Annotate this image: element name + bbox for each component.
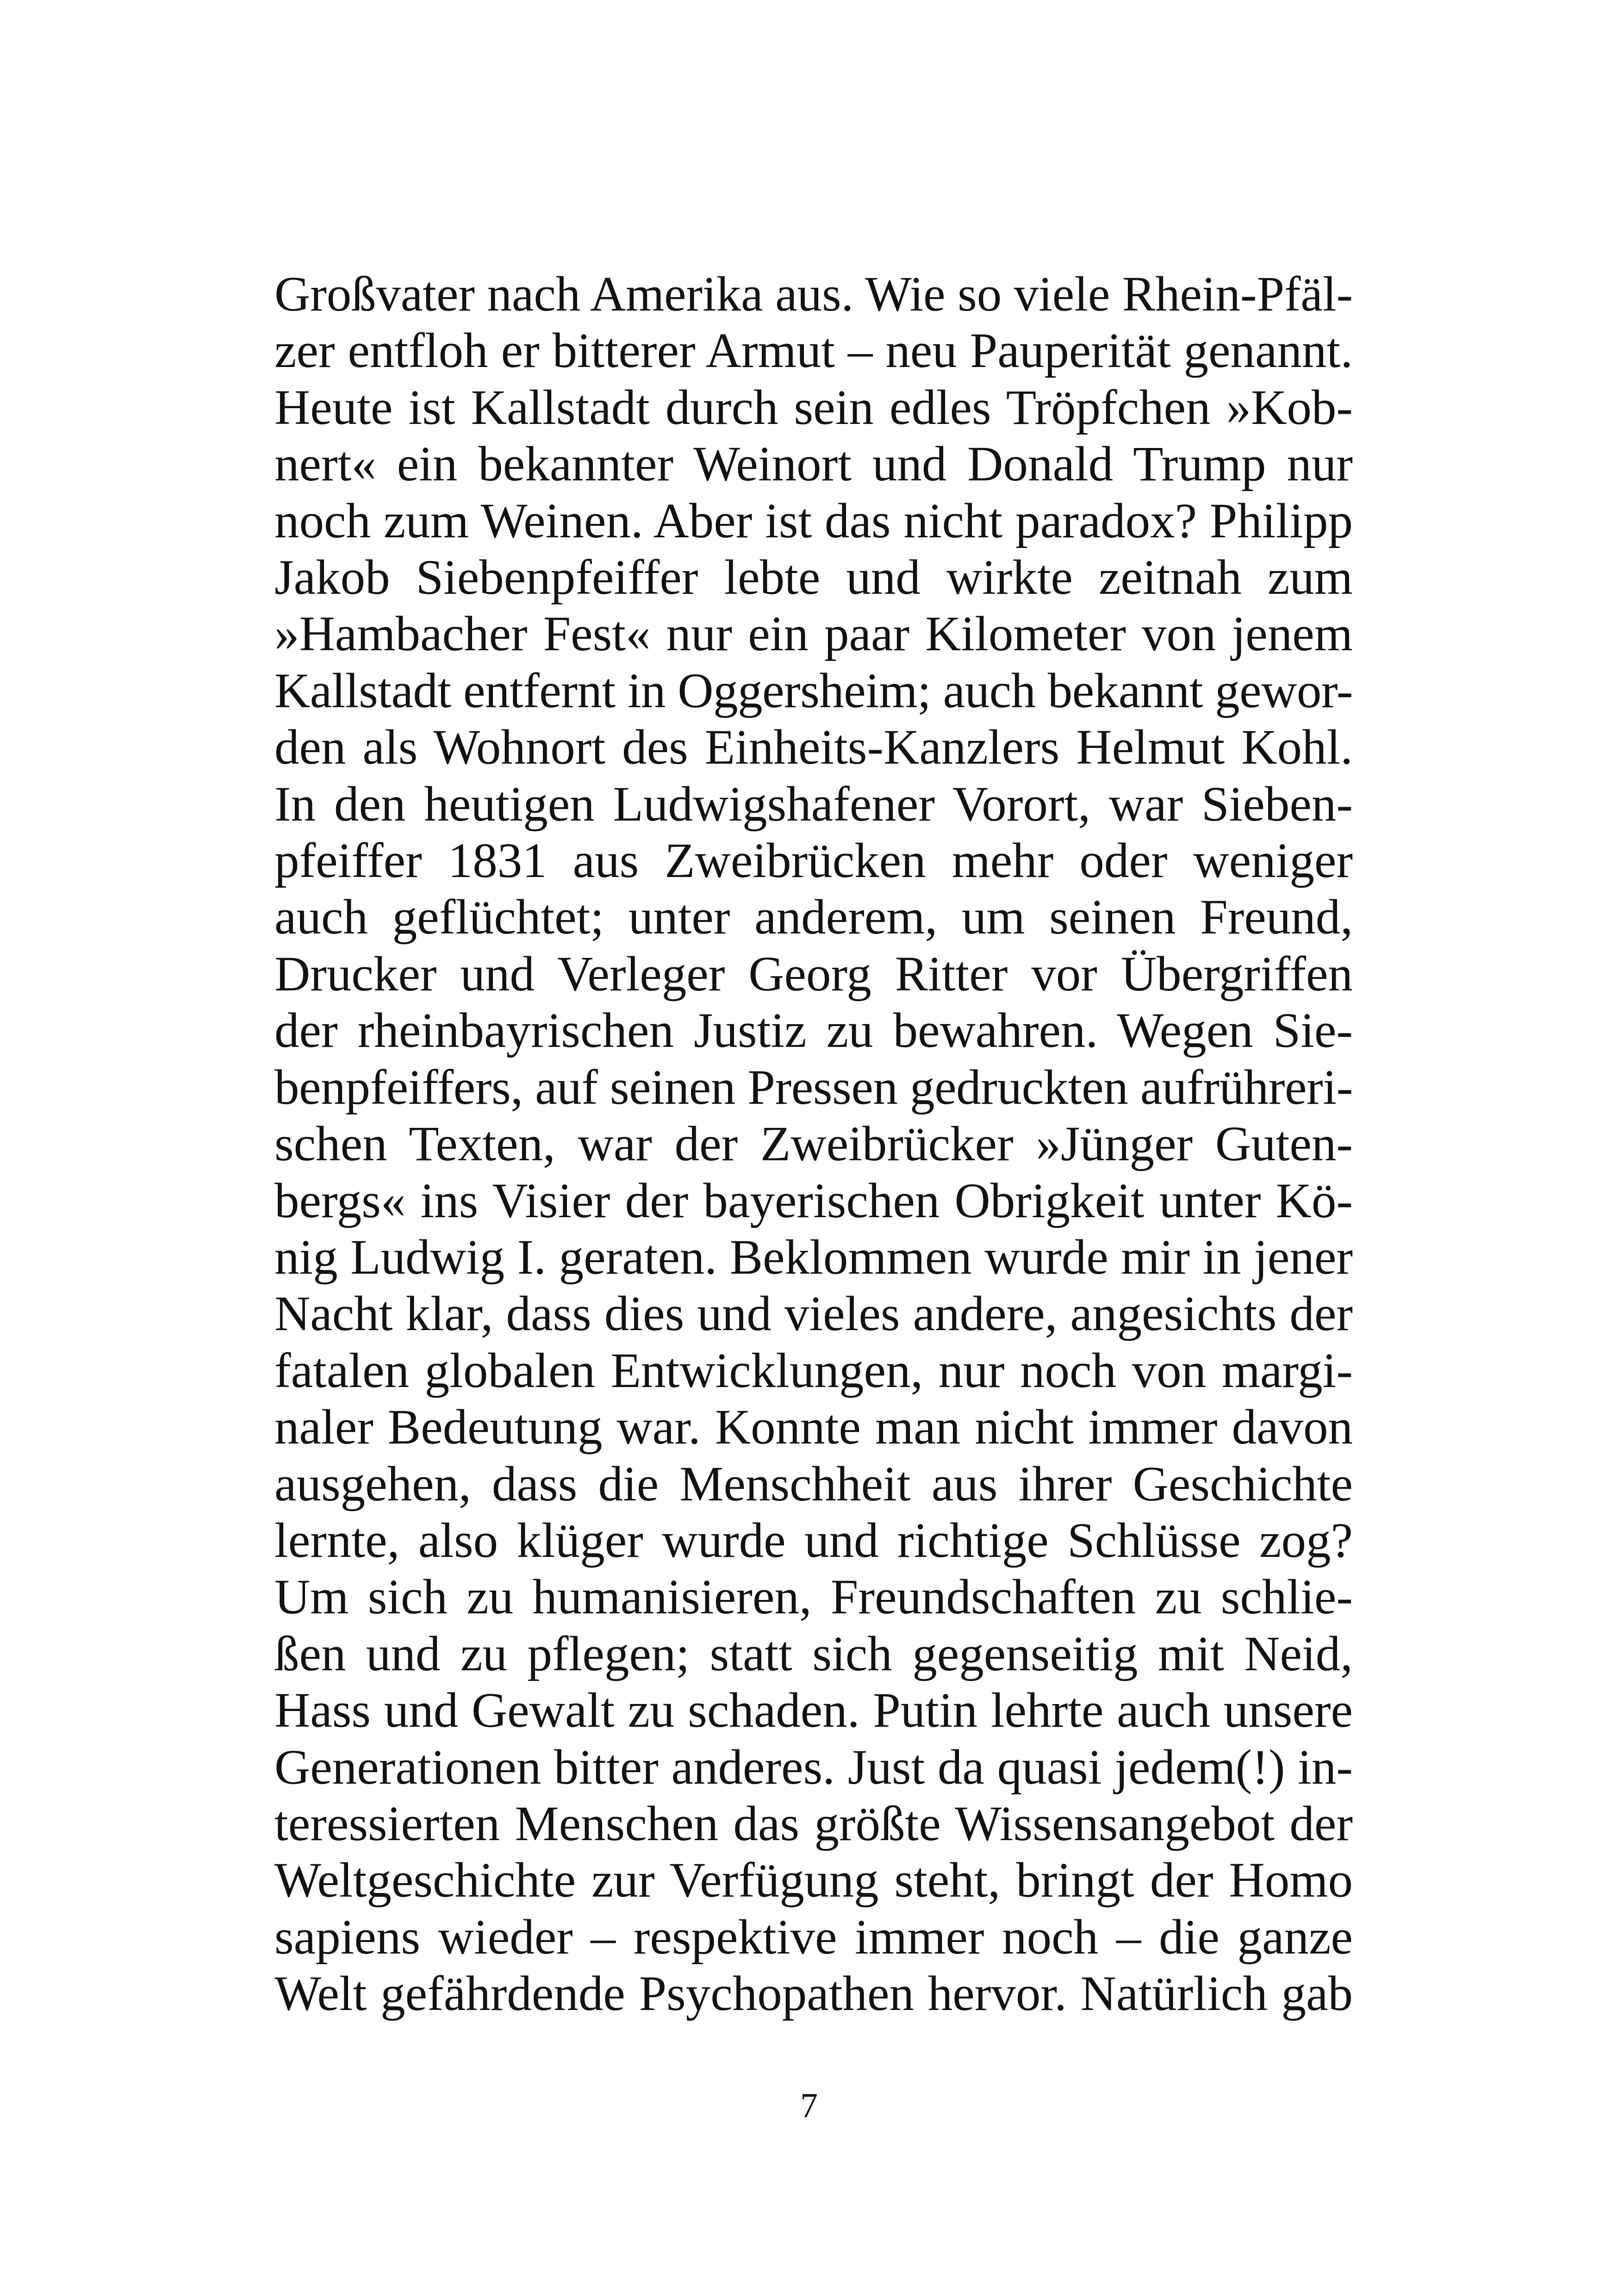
text-line: Weltgeschichte zur Verfügung steht, bringt der Homo	[274, 1853, 1353, 1908]
text-line: »Hambacher Fest« nur ein paar Kilometer von jenem	[274, 607, 1353, 662]
text-line: Um sich zu humanisieren, Freundschaften zu schlie-	[274, 1570, 1353, 1625]
text-line: Nacht klar, dass dies und vieles andere, angesichts der	[274, 1287, 1353, 1342]
text-line: lernte, also klüger wurde und richtige Schlüsse zog?	[274, 1513, 1353, 1568]
body-text	[274, 266, 1353, 2022]
text-line: den als Wohnort des Einheits-Kanzlers Helmut Kohl.	[274, 720, 1353, 775]
text-line: pfeiffer 1831 aus Zweibrücken mehr oder weniger	[274, 834, 1353, 889]
text-line: auch geflüchtet; unter anderem, um seinen Freund,	[274, 890, 1353, 945]
text-line: Großvater nach Amerika aus. Wie so viele Rhein-Pfäl-	[274, 267, 1353, 322]
text-line: ausgehen, dass die Menschheit aus ihrer Geschichte	[274, 1456, 1353, 1512]
text-line: noch zum Weinen. Aber ist das nicht paradox? Philipp	[274, 493, 1353, 548]
text-line: Kallstadt entfernt in Oggersheim; auch bekannt gewor-	[274, 663, 1353, 718]
text-line: benpfeiffers, auf seinen Pressen gedruckten aufrühreri-	[274, 1060, 1353, 1115]
text-line: In den heutigen Ludwigshafener Vorort, war Sieben-	[274, 777, 1353, 832]
text-line: Hass und Gewalt zu schaden. Putin lehrte auch unsere	[274, 1683, 1353, 1738]
text-line: naler Bedeutung war. Konnte man nicht immer davon	[274, 1400, 1353, 1455]
text-line: zer entfloh er bitterer Armut – neu Pauperität genannt.	[274, 324, 1353, 379]
text-line: schen Texten, war der Zweibrücker »Jünger Guten-	[274, 1117, 1353, 1172]
text-line: Jakob Siebenpfeiffer lebte und wirkte zeitnah zum	[274, 550, 1353, 605]
text-line: Drucker und Verleger Georg Ritter vor Übergriffen	[274, 946, 1353, 1002]
text-line: Heute ist Kallstadt durch sein edles Tröpfchen »Kob-	[274, 380, 1353, 435]
text-line: der rheinbayrischen Justiz zu bewahren. Wegen Sie-	[274, 1003, 1353, 1058]
text-line: Welt gefährdende Psychopathen hervor. Natürlich gab	[274, 1966, 1353, 2022]
text-line: nert« ein bekannter Weinort und Donald Trump nur	[274, 437, 1353, 492]
text-line: sapiens wieder – respektive immer noch – die ganze	[274, 1910, 1353, 1965]
text-line: fatalen globalen Entwicklungen, nur noch von margi-	[274, 1343, 1353, 1398]
text-line: teressierten Menschen das größte Wissensangebot der	[274, 1796, 1353, 1851]
text-line: Generationen bitter anderes. Just da quasi jedem(!) in-	[274, 1740, 1353, 1795]
text-line: bergs« ins Visier der bayerischen Obrigkeit unter Kö-	[274, 1173, 1353, 1228]
text-line: nig Ludwig I. geraten. Beklommen wurde mir in jener	[274, 1230, 1353, 1285]
page-number: 7	[800, 2086, 818, 2125]
text-line: ßen und zu pflegen; statt sich gegenseitig mit Neid,	[274, 1626, 1353, 1681]
